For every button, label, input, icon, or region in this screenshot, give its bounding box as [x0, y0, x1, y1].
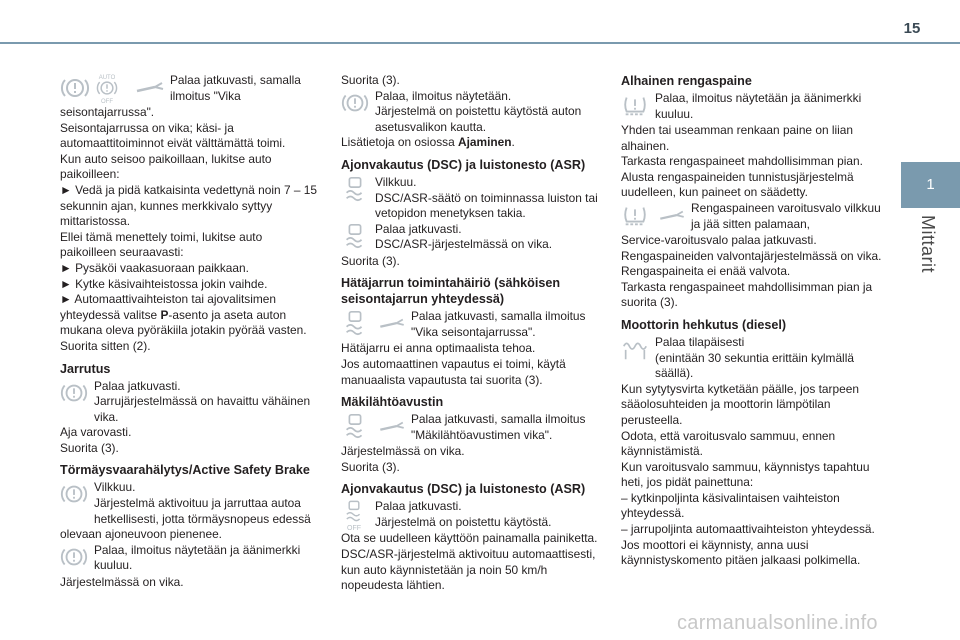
text-line: Suorita (3).	[341, 73, 400, 87]
brake-warning-icon	[60, 379, 88, 407]
icon-caption: Palaa jatkuvasti, samalla ilmoitus "Vika seisontajarrussa".	[411, 309, 586, 339]
tyre-wrench-icon	[621, 201, 689, 231]
text-line: Ellei tämä menettely toimi, lukitse auto paikoilleen seuraavasti:	[60, 229, 263, 260]
auto-off-icon	[97, 75, 116, 103]
section-heading: Törmäysvaarahälytys/Active Safety Brake	[60, 463, 310, 478]
icon-caption: Palaa jatkuvasti.	[94, 378, 181, 393]
text-line: Järjestelmä on poistettu käytöstä.	[375, 514, 552, 529]
text-line: Kun varoitusvalo sammuu, käynnistys tapahtuu heti, jos pidät painettuna:	[621, 459, 870, 490]
auto-label: AUTO	[98, 75, 116, 81]
text-line: Kun auto seisoo paikoillaan, lukitse auto paikoilleen:	[60, 151, 272, 182]
icon-caption: Palaa jatkuvasti.	[375, 499, 462, 514]
section-heading: Mäkilähtöavustin	[341, 395, 444, 410]
text-line: – kytkinpoljinta käsivalintaisen vaihteiston yhteydessä.	[621, 490, 840, 521]
page-number: 15	[903, 20, 921, 37]
text-line: ► Pysäköi vaakasuoraan paikkaan.	[60, 260, 249, 275]
text-line: Alusta rengaspaineiden tunnistusjärjestelmä uudelleen, kun paineet on säädetty.	[621, 169, 854, 200]
text-line: Jos automaattinen vapautus ei toimi, käytä manuaalista vapautusta tai suorita (3).	[341, 356, 566, 387]
tyre-pressure-icon	[621, 91, 649, 119]
text-line: Järjestelmässä on vika.	[60, 574, 184, 589]
text-line: DSC/ASR-järjestelmä aktivoituu automaattisesti, kun auto käynnistetään ja noin 50 km/h nopeudesta lähtien.	[341, 546, 596, 593]
text-line: Tarkasta rengaspaineet mahdollisimman pian.	[621, 154, 863, 169]
text-line: Rengaspaineita ei enää valvota.	[621, 264, 791, 279]
text-line: ► Kytke käsivaihteistossa jokin vaihde.	[60, 276, 268, 291]
text-line: Service-varoitusvalo palaa jatkuvasti.	[621, 232, 817, 247]
icon-caption: Palaa jatkuvasti.	[375, 221, 462, 236]
text-line: Kun sytytysvirta kytketään päälle, jos tarpeen sääolosuhteiden ja moottorin lämpötilan perusteella.	[621, 381, 859, 427]
text-line: seisontajarrussa".	[60, 105, 155, 119]
section-heading: Jarrutus	[60, 361, 111, 376]
icon-caption: Palaa tilapäisesti	[655, 334, 745, 349]
brake-warning-icon	[62, 80, 88, 96]
section-heading: Moottorin hehkutus (diesel)	[621, 317, 787, 332]
chapter-tab[interactable]: 1	[901, 162, 960, 208]
section-heading: Ajonvakautus (DSC) ja luistonesto (ASR)	[341, 482, 586, 497]
esc-wrench-icon	[341, 309, 409, 339]
icon-caption: Vilkkuu.	[375, 174, 417, 189]
footer-watermark[interactable]: carmanualsonline.info	[677, 612, 878, 634]
text-line: Seisontajarrussa on vika; käsi- ja automaattitoiminnot eivät välttämättä toimi.	[60, 120, 286, 151]
icon-caption: Rengaspaineen varoitusvalo vilkkuu ja jää sitten palamaan,	[691, 200, 881, 231]
header-rule	[0, 42, 960, 44]
icon-caption: (enintään 30 sekuntia erittäin kylmällä säällä).	[655, 350, 854, 381]
section-heading: Ajonvakautus (DSC) ja luistonesto (ASR)	[341, 157, 586, 172]
text-line: Järjestelmässä on vika.	[341, 444, 465, 459]
wrench-icon	[137, 83, 163, 91]
text-line: Järjestelmä on poistettu käytöstä auton asetusvalikon kautta.	[375, 104, 582, 134]
esc-off-icon	[341, 499, 369, 531]
text-line: Suorita (3).	[60, 440, 119, 455]
icon-caption: Vilkkuu.	[94, 480, 136, 495]
text-line: Jarrujärjestelmässä on havaittu vähäinen vika.	[94, 394, 311, 424]
chapter-title: Mittarit	[918, 215, 938, 273]
text-line: ► Vedä ja pidä katkaisinta vedettynä noin 7 – 15 sekunnin ajan, kunnes merkkivalo syttyy mittaristossa.	[60, 182, 318, 229]
esc-skid-icon	[341, 175, 369, 203]
icon-caption: Palaa, ilmoitus näytetään ja äänimerkki kuuluu.	[655, 91, 862, 121]
icon-caption: Palaa jatkuvasti, samalla ilmoitus "Vika	[170, 73, 301, 103]
off-label: OFF	[101, 99, 113, 103]
column-3	[621, 73, 889, 569]
section-heading: Hätäjarrun toimintahäiriö (sähköisen seisontajarrun yhteydessä)	[341, 276, 561, 307]
text-line: ► Automaattivaihteiston tai ajovalitsimen yhteydessä valitse P-asento ja aseta auton mukana oleva pyöräkiila jotakin pyörää vasten.	[60, 292, 307, 338]
icon-cluster	[60, 73, 168, 103]
collision-icon	[60, 480, 88, 508]
text-line: DSC/ASR-järjestelmässä on vika.	[375, 237, 553, 252]
text-line: Suorita sitten (2).	[60, 338, 151, 353]
text-line: Yhden tai useamman renkaan paine on liian alhainen.	[621, 123, 854, 153]
text-line: Ota se uudelleen käyttöön painamalla painiketta.	[341, 531, 598, 546]
text-line: Tarkasta rengaspaineet mahdollisimman pian ja suorita (3).	[621, 279, 873, 310]
esc-skid-icon	[341, 222, 369, 250]
text-line: Aja varovasti.	[60, 425, 132, 440]
hill-start-wrench-icon	[341, 412, 409, 442]
off-label: OFF	[347, 525, 361, 532]
text-line: Odota, että varoitusvalo sammuu, ennen käynnistämistä.	[621, 428, 836, 459]
text-line: – jarrupoljinta automaattivaihteiston yhteydessä.	[621, 522, 875, 537]
column-2	[341, 73, 603, 594]
text-line: Rengaspaineiden valvontajärjestelmässä on vika.	[621, 248, 882, 263]
text-line: Järjestelmä aktivoituu ja jarruttaa autoa hetkellisesti, jotta törmäysnopeus edessä olevaan ajoneuvoon pienenee.	[60, 496, 311, 542]
icon-row	[60, 73, 318, 105]
section-heading: Alhainen rengaspaine	[621, 74, 752, 88]
collision-icon	[60, 543, 88, 571]
text-line: Hätäjarru ei anna optimaalista tehoa.	[341, 341, 536, 356]
glow-plug-icon	[621, 335, 649, 363]
text-line: Jos moottori ei käynnisty, anna uusi käynnistyskomento pitäen jalkaasi polkimella.	[621, 537, 861, 568]
icon-caption: Palaa, ilmoitus näytetään ja äänimerkki kuuluu.	[94, 542, 301, 573]
column-1	[60, 73, 318, 590]
text-line: Suorita (3).	[341, 459, 400, 474]
text-line: Lisätietoja on osiossa Ajaminen.	[341, 135, 515, 150]
icon-caption: Palaa jatkuvasti, samalla ilmoitus "Mäkilähtöavustimen vika".	[411, 412, 586, 442]
collision-icon	[341, 89, 369, 117]
icon-caption: Palaa, ilmoitus näytetään.	[375, 88, 512, 103]
text-line: Suorita (3).	[341, 253, 400, 268]
text-line: DSC/ASR-säätö on toiminnassa luiston tai vetopidon menetyksen takia.	[375, 190, 598, 221]
